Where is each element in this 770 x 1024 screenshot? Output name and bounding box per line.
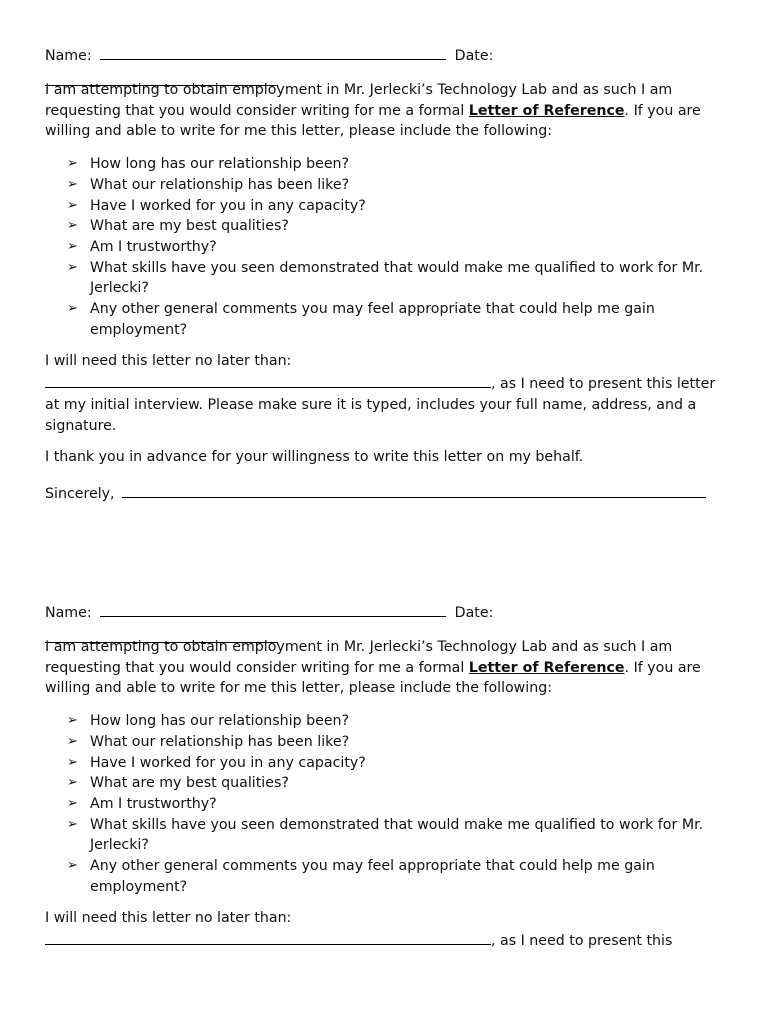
arrow-bullet-icon: ➢ <box>67 197 78 213</box>
question-list <box>45 154 725 340</box>
intro-text-end: . If you are willing and able to write for me this letter, please include the following: <box>45 102 701 140</box>
question-text: What are my best qualities? <box>90 218 289 235</box>
list-item <box>45 815 725 856</box>
date-label: Date: <box>454 48 494 64</box>
arrow-bullet-icon: ➢ <box>67 156 78 172</box>
intro-text: I am attempting to obtain employment in Mr. Jerlecki’s Technology Lab and as such I am requesting that you would consider writing for me a formal <box>45 82 673 119</box>
question-text: How long has our relationship been? <box>90 156 350 173</box>
signature-field[interactable] <box>122 482 706 498</box>
question-text: Have I worked for you in any capacity? <box>90 197 366 214</box>
question-text: Am I trustworthy? <box>90 795 217 812</box>
question-text: Am I trustworthy? <box>90 238 217 255</box>
name-date-row <box>45 44 725 66</box>
intro-text-end: . If you are willing and able to write for me this letter, please include the following: <box>45 659 701 697</box>
list-item <box>45 856 725 897</box>
letter-of-reference: Letter of Reference <box>468 659 625 676</box>
list-item <box>45 154 725 175</box>
date-label: Date: <box>454 605 494 621</box>
question-text: Any other general comments you may feel appropriate that could help me gain employment? <box>90 301 655 338</box>
arrow-bullet-icon: ➢ <box>67 858 78 874</box>
list-item <box>45 773 725 794</box>
intro-paragraph <box>45 637 725 699</box>
intro-paragraph <box>45 80 725 142</box>
arrow-bullet-icon: ➢ <box>67 176 78 192</box>
deadline-label: I will need this letter no later than: <box>45 910 292 927</box>
deadline-paragraph <box>45 351 725 436</box>
question-text: What skills have you seen demonstrated that would make me qualified to work for Mr. Jerlecki? <box>90 259 704 297</box>
arrow-bullet-icon: ➢ <box>67 259 78 275</box>
question-text: Have I worked for you in any capacity? <box>90 754 366 771</box>
question-text: What our relationship has been like? <box>90 176 350 193</box>
arrow-bullet-icon: ➢ <box>67 713 78 729</box>
deadline-paragraph <box>45 908 725 951</box>
list-item <box>45 258 725 299</box>
question-text: How long has our relationship been? <box>90 713 350 730</box>
arrow-bullet-icon: ➢ <box>67 218 78 234</box>
question-text: What are my best qualities? <box>90 775 289 792</box>
deadline-text: , as I need to present this letter at my initial interview. Please make sure it is typed, includes your full name, address, and a signature. <box>45 376 716 434</box>
list-item <box>45 216 725 237</box>
list-item <box>45 237 725 258</box>
intro-text: I am attempting to obtain employment in Mr. Jerlecki’s Technology Lab and as such I am requesting that you would consider writing for me a formal <box>45 639 673 676</box>
deadline-field[interactable] <box>45 372 491 388</box>
arrow-bullet-icon: ➢ <box>67 301 78 317</box>
list-item <box>45 175 725 196</box>
deadline-label: I will need this letter no later than: <box>45 353 292 370</box>
arrow-bullet-icon: ➢ <box>67 816 78 832</box>
arrow-bullet-icon: ➢ <box>67 795 78 811</box>
arrow-bullet-icon: ➢ <box>67 733 78 749</box>
thanks-paragraph: I thank you in advance for your willingness to write this letter on my behalf. <box>45 449 584 466</box>
list-item <box>45 732 725 753</box>
deadline-field[interactable] <box>45 929 491 945</box>
question-list <box>45 711 725 897</box>
sincerely-label: Sincerely, <box>45 485 115 502</box>
list-item <box>45 794 725 815</box>
reference-request-form-2 <box>45 601 725 952</box>
arrow-bullet-icon: ➢ <box>67 754 78 770</box>
list-item <box>45 299 725 340</box>
letter-of-reference: Letter of Reference <box>468 102 625 119</box>
signature-row <box>45 482 725 502</box>
name-label: Name: <box>45 48 92 64</box>
list-item <box>45 711 725 732</box>
question-text: What skills have you seen demonstrated that would make me qualified to work for Mr. Jerlecki? <box>90 816 704 854</box>
list-item <box>45 196 725 217</box>
question-text: What our relationship has been like? <box>90 733 350 750</box>
name-label: Name: <box>45 605 92 621</box>
arrow-bullet-icon: ➢ <box>67 775 78 791</box>
reference-request-form-1 <box>45 44 725 502</box>
name-date-row <box>45 601 725 623</box>
name-field[interactable] <box>100 44 446 60</box>
deadline-text: , as I need to present this <box>491 933 673 950</box>
list-item <box>45 753 725 774</box>
name-field[interactable] <box>100 601 446 617</box>
arrow-bullet-icon: ➢ <box>67 238 78 254</box>
question-text: Any other general comments you may feel appropriate that could help me gain employment? <box>90 858 655 895</box>
